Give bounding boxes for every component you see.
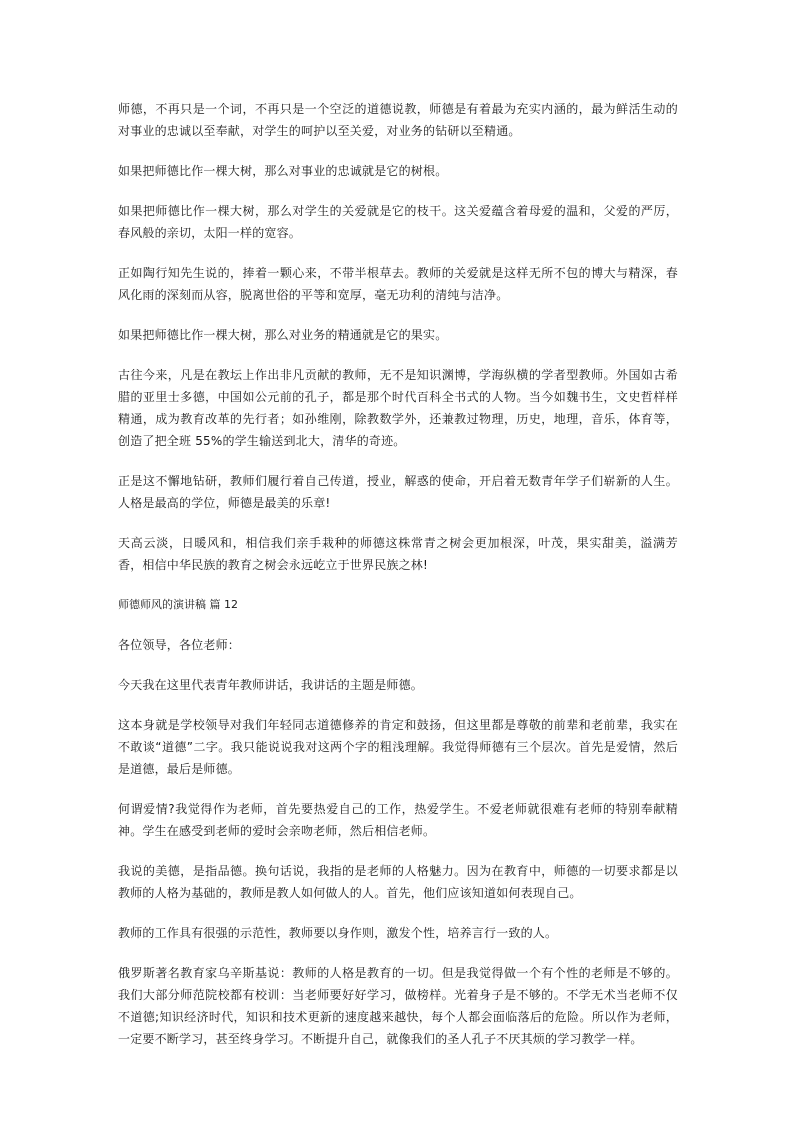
paragraph-4: 正如陶行知先生说的，捧着一颗心来，不带半根草去。教师的关爱就是这样无所不包的博大与精深，春风化雨的深刻而从容，脱离世俗的平等和宽厚，毫无功利的清纯与洁净。	[118, 266, 678, 302]
paragraph-2: 如果把师德比作一棵大树，那么对事业的忠诚就是它的树根。	[118, 164, 448, 178]
paragraph-12: 我说的美德，是指品德。换句话说，我指的是老师的人格魅力。因为在教育中，师德的一切要求都是以教师的人格为基础的，教师是教人如何做人的人。首先，他们应该知道如何表现自己。	[118, 864, 678, 900]
section-heading: 师德师风的演讲稿 篇 12	[118, 598, 238, 611]
paragraph-14: 俄罗斯著名教育家乌辛斯基说：教师的人格是教育的一切。但是我觉得做一个有个性的老师是不够的。我们大部分师范院校都有校训：当老师要好好学习，做榜样。光着身子是不够的。不学无术当老师不仅不道德;知识经济时代，知识和技术更新的速度越来越快，每个人都会面临落后的危险。所以作为老师，一定要不断学习，甚至终身学习。不断提升自己，就像我们的圣人孔子不厌其烦的学习教学一样。	[118, 966, 678, 1046]
paragraph-1: 师德，不再只是一个词，不再只是一个空泛的道德说教，师德是有着最为充实内涵的，最为鲜活生动的对事业的忠诚以至奉献，对学生的呵护以至关爱，对业务的钻研以至精通。	[118, 102, 678, 138]
paragraph-6: 古往今来，凡是在教坛上作出非凡贡献的教师，无不是知识渊博，学海纵横的学者型教师。外国如古希腊的亚里士多德，中国如公元前的孔子，都是那个时代百科全书式的人物。当今如魏书生，文史哲样样精通，成为教育改革的先行者；如孙维刚，除教数学外，还兼教过物理，历史，地理，音乐，体育等，创造了把全班 55%的学生输送到北大，清华的奇迹。	[118, 368, 678, 448]
salutation: 各位领导，各位老师：	[118, 638, 241, 652]
paragraph-9: 今天我在这里代表青年教师讲话，我讲话的主题是师德。	[118, 678, 424, 692]
paragraph-11: 何谓爱情?我觉得作为老师，首先要热爱自己的工作，热爱学生。不爱老师就很难有老师的特别奉献精神。学生在感受到老师的爱时会亲吻老师，然后相信老师。	[118, 802, 678, 838]
paragraph-5: 如果把师德比作一棵大树，那么对业务的精通就是它的果实。	[118, 328, 448, 342]
paragraph-13: 教师的工作具有很强的示范性，教师要以身作则，激发个性，培养言行一致的人。	[118, 926, 558, 940]
document-page	[118, 98, 678, 1068]
paragraph-8: 天高云淡，日暖风和，相信我们亲手栽种的师德这株常青之树会更加根深，叶茂，果实甜美，溢满芳香，相信中华民族的教育之树会永远屹立于世界民族之林!	[118, 536, 678, 572]
paragraph-10: 这本身就是学校领导对我们年轻同志道德修养的肯定和鼓扬，但这里都是尊敬的前辈和老前辈，我实在不敢谈“道德”二字。我只能说说我对这两个字的粗浅理解。我觉得师德有三个层次。首先是爱情，然后是道德，最后是师德。	[118, 718, 678, 776]
paragraph-7: 正是这不懈地钻研，教师们履行着自己传道，授业，解惑的使命，开启着无数青年学子们崭新的人生。人格是最高的学位，师德是最美的乐章!	[118, 474, 678, 510]
paragraph-3: 如果把师德比作一棵大树，那么对学生的关爱就是它的枝干。这关爱蕴含着母爱的温和，父爱的严厉，春风般的亲切，太阳一样的宽容。	[118, 204, 678, 240]
